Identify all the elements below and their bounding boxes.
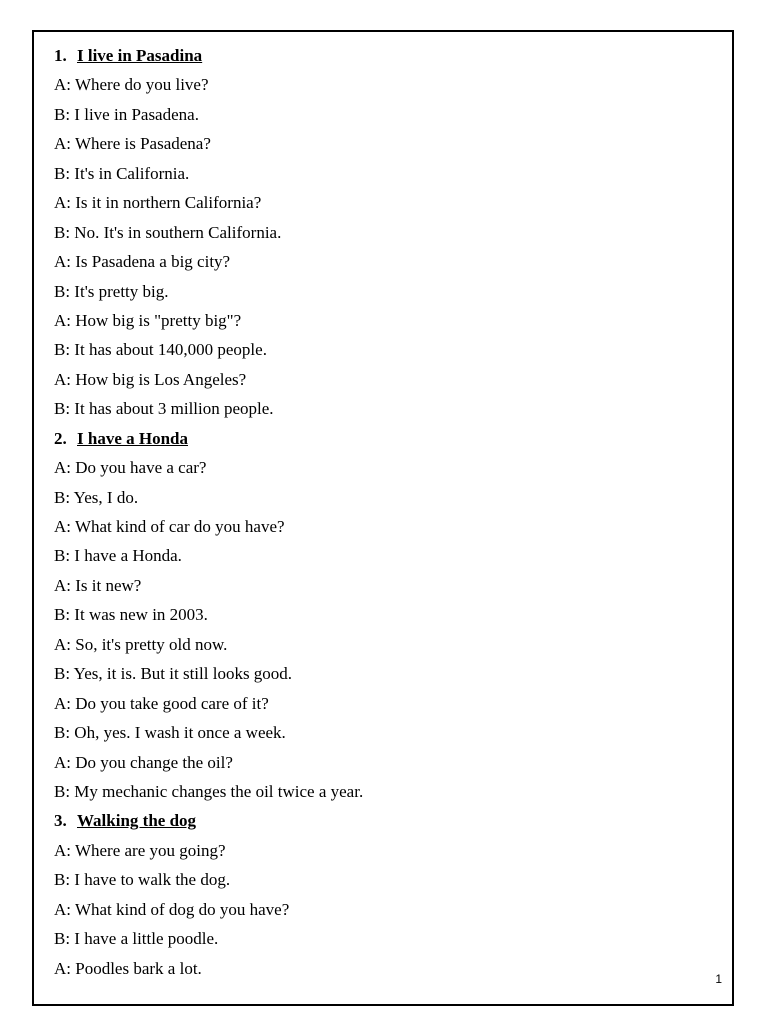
dialogue-line: B: No. It's in southern California. (54, 222, 282, 242)
dialogue-line: B: It's pretty big. (54, 281, 169, 301)
dialogue-line: A: How big is Los Angeles? (54, 369, 247, 389)
section-heading (54, 41, 712, 70)
dialogue-line: A: Poodles bark a lot. (54, 958, 202, 978)
dialogue-line: A: Is Pasadena a big city? (54, 252, 231, 272)
dialogue-line: A: Is it new? (54, 575, 142, 595)
dialogue-line: B: It's in California. (54, 163, 190, 183)
section-title: I have a Honda (77, 428, 188, 448)
dialogue-line: B: Yes, it is. But it still looks good. (54, 664, 293, 684)
section-title: I live in Pasadina (77, 46, 203, 65)
dialogue-line: B: I live in Pasadena. (54, 104, 199, 124)
dialogue-line: A: What kind of dog do you have? (54, 899, 290, 919)
dialogue-line: B: It has about 140,000 people. (54, 340, 267, 360)
dialogue-line: A: Where is Pasadena? (54, 134, 211, 154)
dialogue-line: B: Oh, yes. I wash it once a week. (54, 723, 286, 743)
dialogue-line: A: Where are you going? (54, 840, 226, 860)
dialogue-line: B: It has about 3 million people. (54, 399, 274, 419)
dialogue-line: B: I have a little poodle. (54, 929, 219, 949)
dialogue-line: A: Is it in northern California? (54, 193, 262, 213)
section-title: Walking the dog (77, 811, 197, 831)
dialogue-line: B: My mechanic changes the oil twice a year. (54, 781, 364, 801)
dialogue-line: B: It was new in 2003. (54, 605, 208, 625)
dialogue-line: A: What kind of car do you have? (54, 517, 285, 536)
dialogue-line: A: Where do you live? (54, 75, 209, 95)
section-number: 2. (54, 428, 67, 448)
dialogue-line: B: I have to walk the dog. (54, 870, 231, 890)
dialogue-line: A: Do you take good care of it? (54, 693, 269, 713)
section-number: 3. (54, 811, 67, 831)
section-heading (54, 806, 712, 835)
section-number: 1. (54, 46, 67, 65)
section-heading (54, 424, 712, 453)
dialogue-line: B: I have a Honda. (54, 546, 182, 566)
dialogue-line: A: Do you have a car? (54, 458, 207, 478)
dialogue-line: B: Yes, I do. (54, 487, 139, 507)
page-number: 1 (715, 972, 722, 986)
dialogue-line: A: How big is "pretty big"? (54, 310, 242, 330)
dialogue-line: A: So, it's pretty old now. (54, 634, 228, 654)
page-frame (32, 30, 734, 1006)
document-body (54, 41, 712, 983)
dialogue-line: A: Do you change the oil? (54, 752, 233, 772)
